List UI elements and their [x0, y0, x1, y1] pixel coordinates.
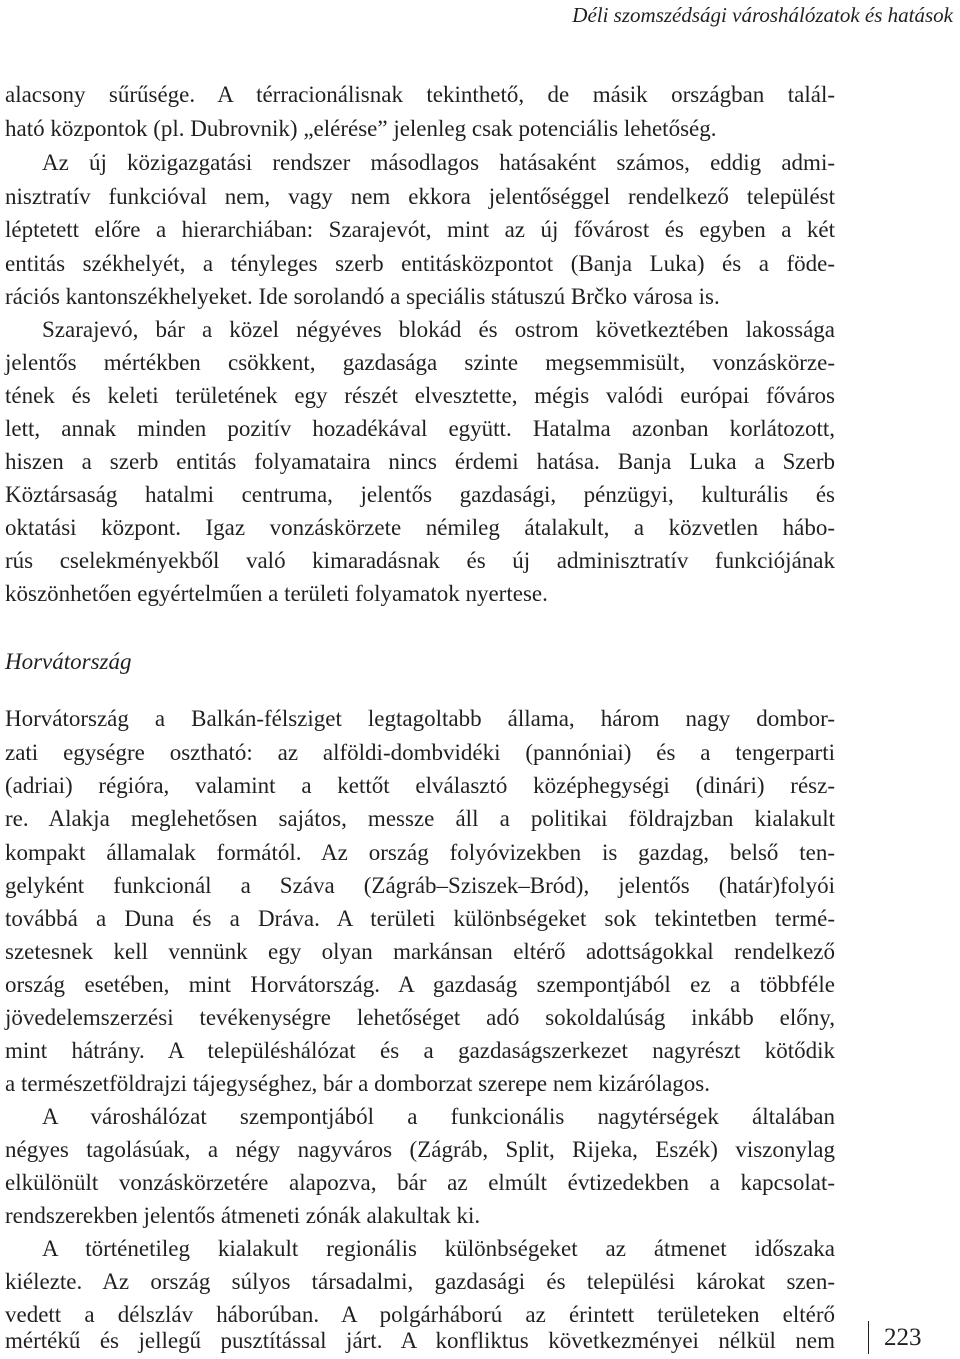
page-number: 223 — [868, 1321, 954, 1354]
body-text-line: továbbá a Duna és a Dráva. A területi különbségeket sok tekintetben termé- — [5, 906, 835, 931]
body-text-line: elkülönült vonzáskörzetére alapozva, bár az elmúlt évtizedekben a kapcsolat- — [5, 1170, 835, 1195]
body-text-line: rús cselekményekből való kimaradásnak és új adminisztratív funkciójának — [5, 548, 835, 573]
body-text-line: szetesnek kell vennünk egy olyan markánsan eltérő adottságokkal rendelkező — [5, 939, 835, 964]
running-head: Déli szomszédsági városhálózatok és hatások — [572, 3, 953, 27]
body-text-line: A városhálózat szempontjából a funkcionális nagytérségek általában — [42, 1104, 835, 1129]
body-text-line: oktatási központ. Igaz vonzáskörzete némileg átalakult, a közvetlen hábo- — [5, 515, 835, 540]
body-text-line: hiszen a szerb entitás folyamataira nincs érdemi hatása. Banja Luka a Szerb — [5, 449, 835, 474]
body-text-line: rációs kantonszékhelyeket. Ide sorolandó a speciális státuszú Brčko városa is. — [5, 284, 720, 309]
body-text-line: entitás székhelyét, a tényleges szerb entitásközpontot (Banja Luka) és a föde- — [5, 251, 835, 276]
body-text-line: re. Alakja meglehetősen sajátos, messze áll a politikai földrajzban kialakult — [5, 806, 835, 831]
body-text-line: mint hátrány. A településhálózat és a gazdaságszerkezet nagyrészt kötődik — [5, 1038, 835, 1063]
body-text-line: A történetileg kialakult regionális különbségeket az átmenet időszaka — [42, 1236, 835, 1261]
body-text-line: zati egységre osztható: az alföldi-dombvidéki (pannóniai) és a tengerparti — [5, 740, 835, 765]
body-text-line: nisztratív funkcióval nem, vagy nem ekkora jelentőséggel rendelkező települést — [5, 184, 835, 209]
body-text-line: léptetett előre a hierarchiában: Szarajevót, mint az új fővárost és egyben a két — [5, 217, 835, 242]
body-text-line: lett, annak minden pozitív hozadékával együtt. Hatalma azonban korlátozott, — [5, 416, 835, 441]
section-heading: Horvátország — [5, 649, 132, 674]
body-text-line: a természetföldrajzi tájegységhez, bár a domborzat szerepe nem kizárólagos. — [5, 1071, 710, 1096]
body-text-line: ható központok (pl. Dubrovnik) „elérése” jelenleg csak potenciális lehetőség. — [5, 116, 717, 141]
body-text-line: (adriai) régióra, valamint a kettőt elválasztó középhegységi (dinári) rész- — [5, 773, 835, 798]
body-text-line: Szarajevó, bár a közel négyéves blokád és ostrom következtében lakossága — [42, 317, 835, 342]
body-text-line: vedett a délszláv háborúban. A polgárháború az érintett területeken eltérő — [5, 1302, 835, 1327]
body-text-line: négyes tagolásúak, a négy nagyváros (Zágráb, Split, Rijeka, Eszék) viszonylag — [5, 1137, 835, 1162]
body-text-line: mértékű és jellegű pusztítással járt. A konfliktus következményei nélkül nem — [5, 1328, 835, 1353]
body-text-line: kompakt államalak formától. Az ország folyóvizekben is gazdag, belső ten- — [5, 840, 835, 865]
body-text-line: Horvátország a Balkán-félsziget legtagoltabb állama, három nagy dombor- — [5, 706, 835, 731]
body-text-line: Az új közigazgatási rendszer másodlagos hatásaként számos, eddig admi- — [42, 150, 835, 175]
body-text-line: köszönhetően egyértelműen a területi folyamatok nyertese. — [5, 581, 548, 606]
body-text-line: alacsony sűrűsége. A térracionálisnak tekinthető, de másik országban talál- — [5, 82, 835, 107]
body-text-line: Köztársaság hatalmi centruma, jelentős gazdasági, pénzügyi, kulturális és — [5, 482, 835, 507]
body-text-line: ország esetében, mint Horvátország. A gazdaság szempontjából ez a többféle — [5, 972, 835, 997]
body-text-line: jövedelemszerzési tevékenységre lehetőséget adó sokoldalúság inkább előny, — [5, 1005, 835, 1030]
body-text-line: jelentős mértékben csökkent, gazdasága szinte megsemmisült, vonzáskörze- — [5, 350, 835, 375]
body-text-line: rendszerekben jelentős átmeneti zónák alakultak ki. — [5, 1203, 481, 1228]
body-text-line: gelyként funkcionál a Száva (Zágráb–Sziszek–Bród), jelentős (határ)folyói — [5, 873, 835, 898]
body-text-line: kiélezte. Az ország súlyos társadalmi, gazdasági és települési károkat szen- — [5, 1269, 835, 1294]
body-text-line: tének és keleti területének egy részét elvesztette, mégis valódi európai főváros — [5, 383, 835, 408]
